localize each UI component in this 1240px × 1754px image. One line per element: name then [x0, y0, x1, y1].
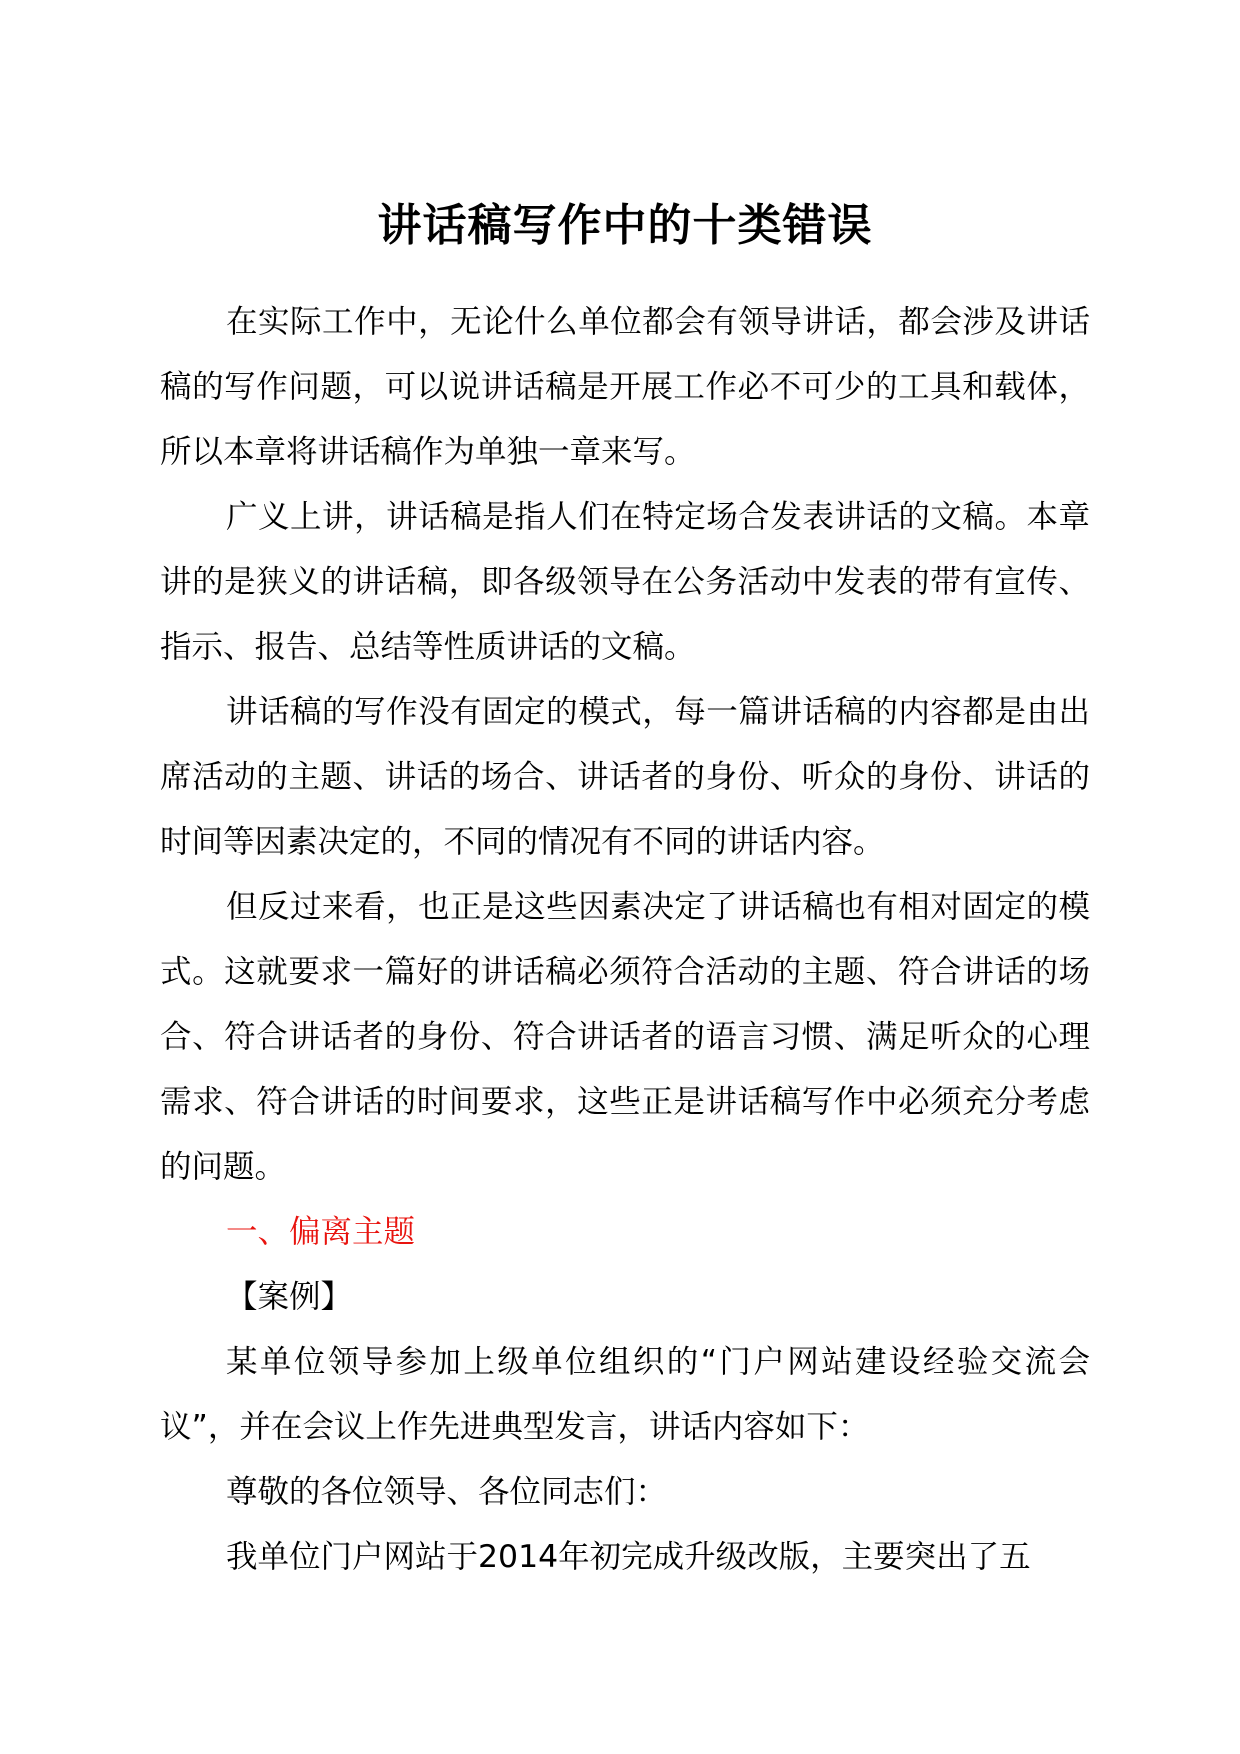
intro-paragraph-4: 但反过来看，也正是这些因素决定了讲话稿也有相对固定的模式。这就要求一篇好的讲话稿必须符合活动的主题、符合讲话的场合、符合讲话者的身份、符合讲话者的语言习惯、满足听众的心理需求、符合讲话的时间要求，这些正是讲话稿写作中必须充分考虑的问题。	[160, 889, 1090, 1185]
case-paragraph-1: 某单位领导参加上级单位组织的“门户网站建设经验交流会议”，并在会议上作先进典型发言，讲话内容如下：	[160, 1344, 1090, 1445]
document-page	[160, 196, 1090, 1590]
case-salutation: 尊敬的各位领导、各位同志们：	[226, 1474, 668, 1510]
case-label: 【案例】	[226, 1279, 353, 1315]
intro-paragraph-2: 广义上讲，讲话稿是指人们在特定场合发表讲话的文稿。本章讲的是狭义的讲话稿，即各级领导在公务活动中发表的带有宣传、指示、报告、总结等性质讲话的文稿。	[160, 499, 1090, 665]
document-title: 讲话稿写作中的十类错误	[377, 200, 873, 251]
section-heading-1: 一、偏离主题	[226, 1214, 416, 1250]
intro-paragraph-1: 在实际工作中，无论什么单位都会有领导讲话，都会涉及讲话稿的写作问题，可以说讲话稿是开展工作必不可少的工具和载体，所以本章将讲话稿作为单独一章来写。	[160, 304, 1090, 470]
case-paragraph-2: 我单位门户网站于2014年初完成升级改版，主要突出了五	[226, 1539, 1031, 1575]
intro-paragraph-3: 讲话稿的写作没有固定的模式，每一篇讲话稿的内容都是由出席活动的主题、讲话的场合、讲话者的身份、听众的身份、讲话的时间等因素决定的，不同的情况有不同的讲话内容。	[160, 694, 1090, 860]
